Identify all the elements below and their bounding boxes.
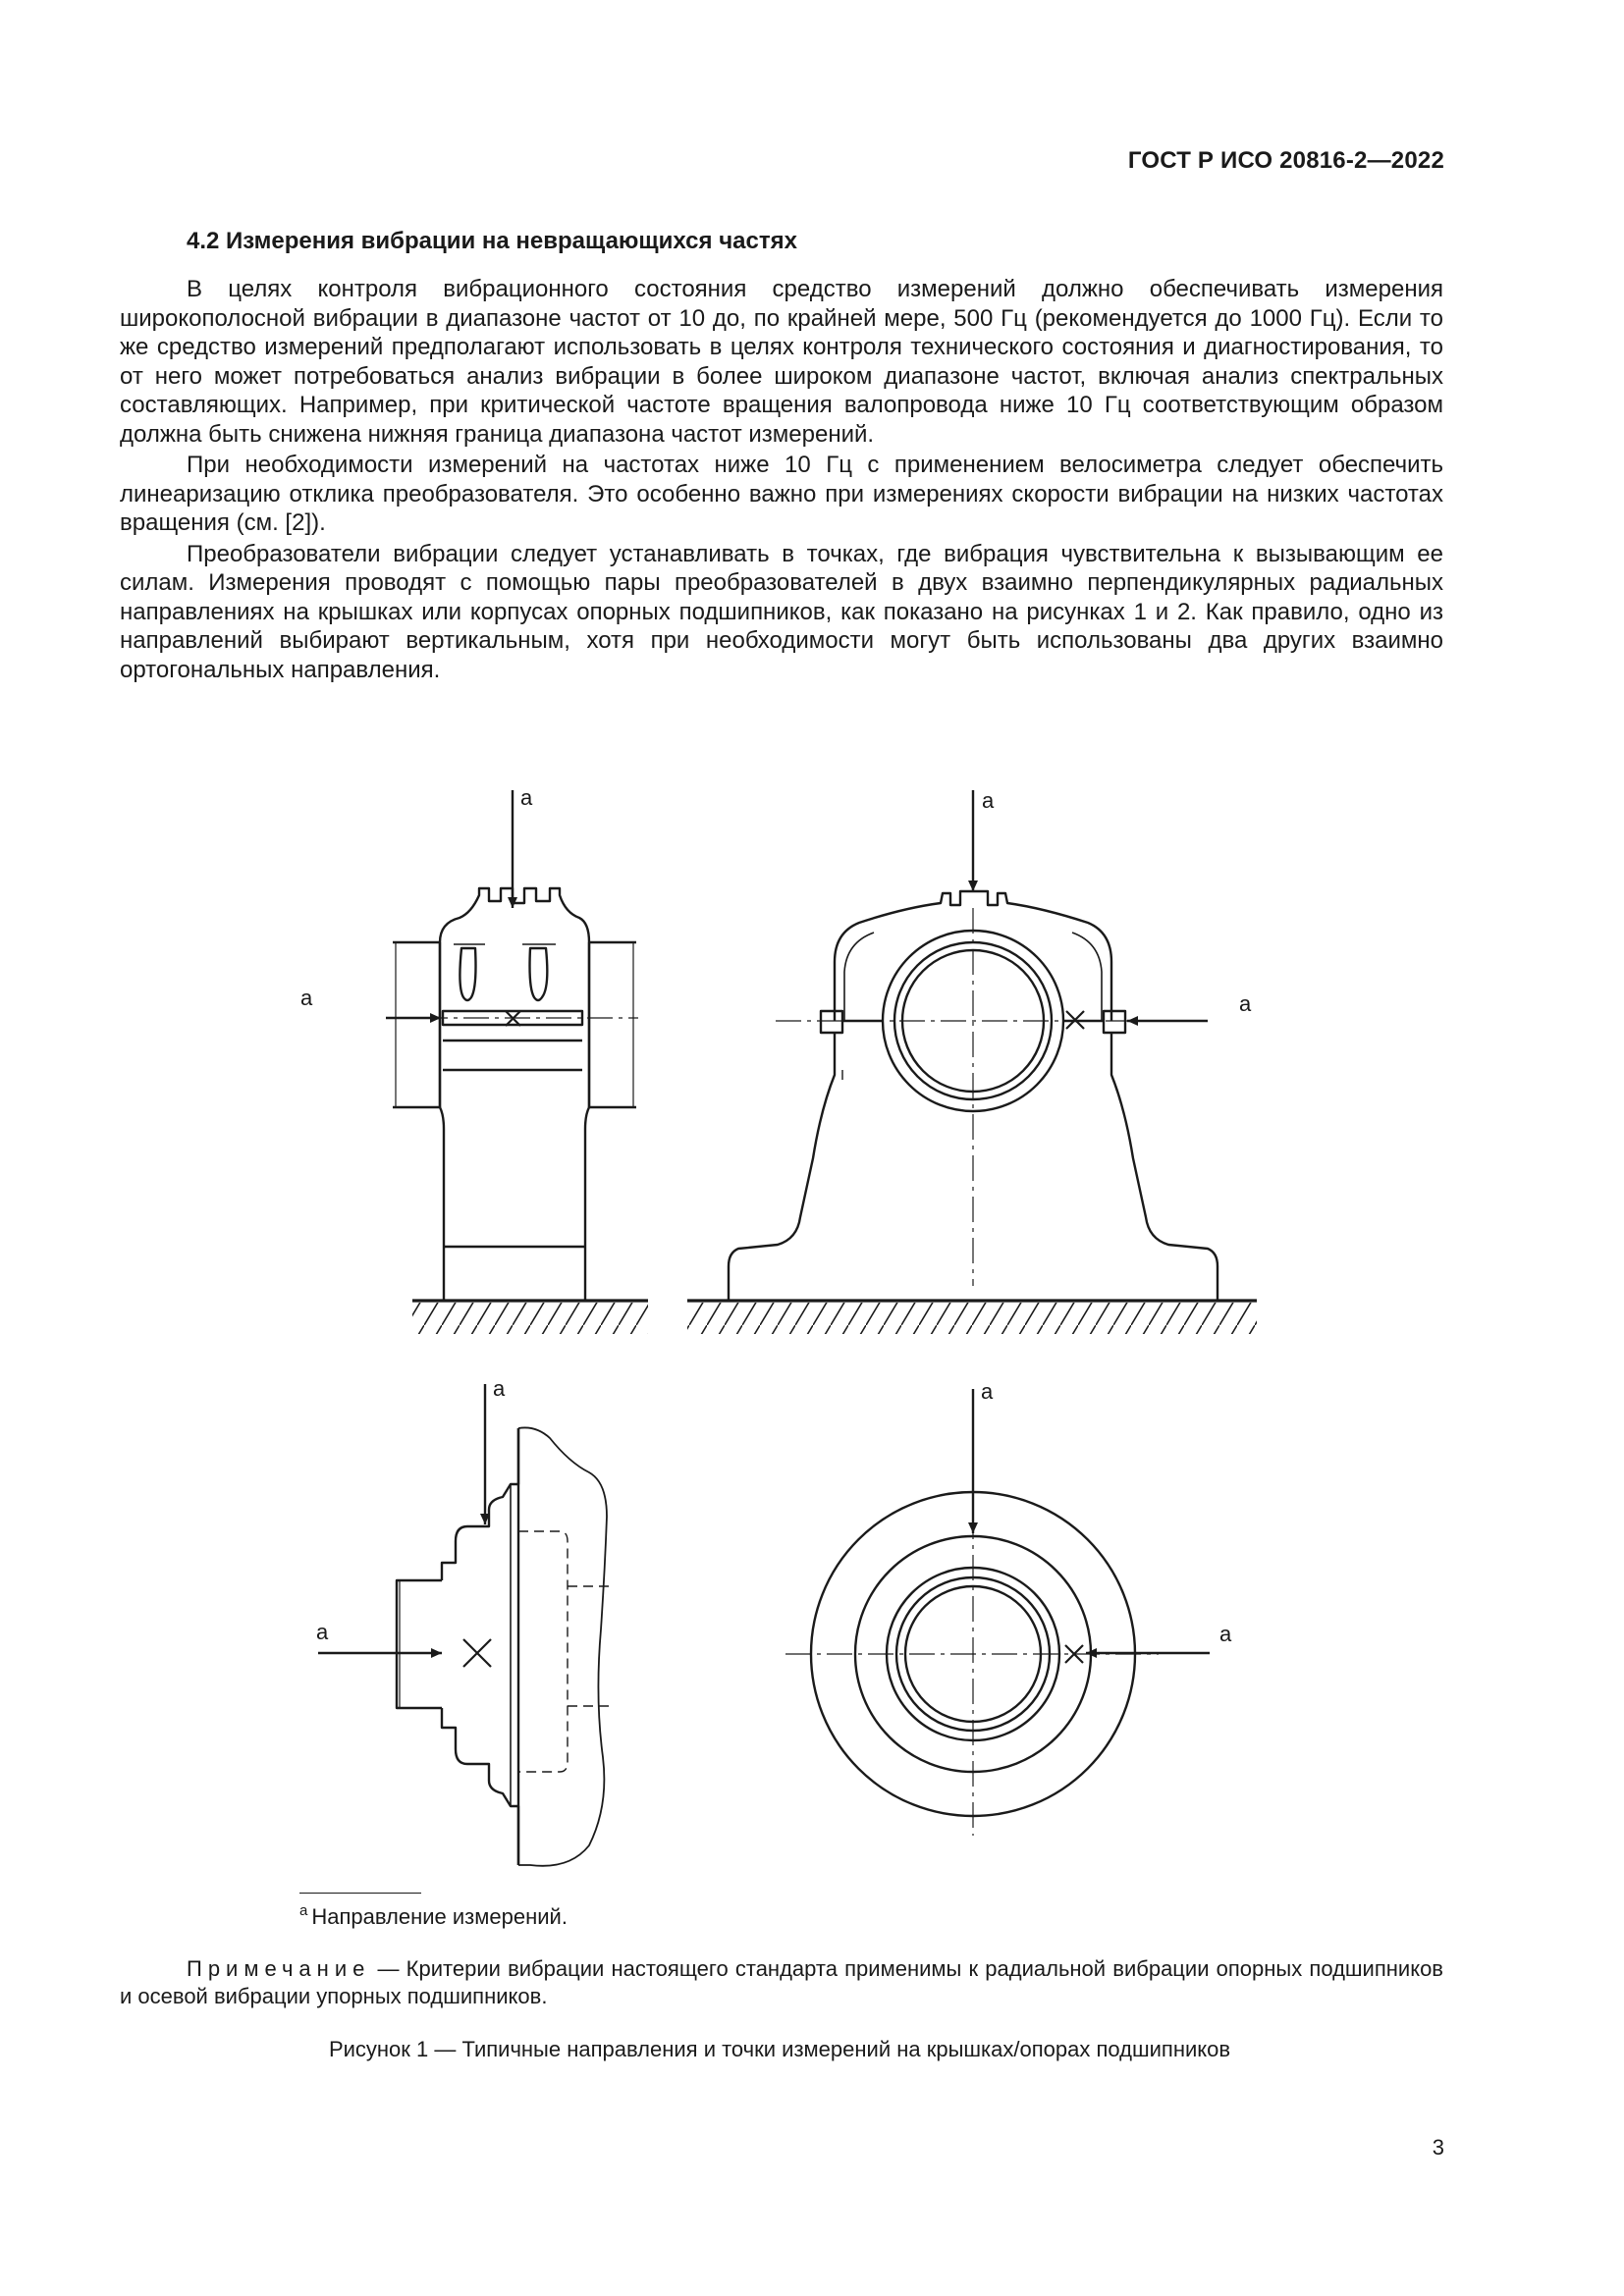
arrow-label: a <box>316 1620 329 1644</box>
arrow-label: a <box>520 785 533 810</box>
arrow-label: a <box>493 1376 506 1401</box>
figure-note <box>120 1955 1443 2010</box>
footnote-mark: a <box>299 1902 308 1919</box>
bearing-front-view <box>687 891 1257 1301</box>
page-number: 3 <box>1432 2135 1444 2160</box>
paragraph-1: В целях контроля вибрационного состояния средство измерений должно обеспечивать измерения широкополосной вибрации в диапазоне частот от 10 до, по крайней мере, 500 Гц (рекомендуется до 1000 Гц). Если то же средство измерений предполагают использовать в целях контроля технического состояния и диагностирования, то от него может потребоваться анализ вибрации в более широком диапазоне частот, включая анализ спектральных составляющих. Например, при критической частоте вращения валопровода ниже 10 Гц соответствующим образом должна быть снижена нижняя граница диапазона частот измерений. <box>120 276 1443 448</box>
section-title: 4.2 Измерения вибрации на невращающихся частях <box>187 228 797 254</box>
arrow-label: a <box>982 788 995 813</box>
paragraph-3: Преобразователи вибрации следует устанавливать в точках, где вибрация чувствительна к вызывающим ее силам. Измерения проводят с помощью пары преобразователей в двух взаимно перпендикулярных радиальных направлениях на крышках или корпусах опорных подшипников, как показано на рисунках 1 и 2. Как правило, одно из направлений выбирают вертикальным, хотя при необходимости могут быть использованы два других взаимно ортогональных направления. <box>120 540 1443 683</box>
paragraph-2: При необходимости измерений на частотах ниже 10 Гц с применением велосиметра следует обеспечить линеаризацию отклика преобразователя. Это особенно важно при измерениях скорости вибрации на низких частотах вращения (см. [2]). <box>120 452 1443 536</box>
footnote-rule <box>299 1893 421 1894</box>
figure-footnote <box>299 1902 568 1930</box>
arrow-label: a <box>1219 1622 1232 1646</box>
footnote-text: Направление измерений. <box>311 1904 568 1929</box>
bearing-side-view <box>393 888 648 1301</box>
note-text: — Критерии вибрации настоящего стандарта применимы к радиальной вибрации опорных подшипников и осевой вибрации упорных подшипников. <box>120 1956 1443 2008</box>
note-head: Примечание <box>187 1956 371 1981</box>
arrow-label: a <box>1239 991 1252 1016</box>
arrow-label: a <box>300 986 313 1010</box>
thrust-bearing-side-view <box>397 1427 609 1865</box>
arrow-label: a <box>981 1379 994 1404</box>
figure-caption: Рисунок 1 — Типичные направления и точки измерений на крышках/опорах подшипников <box>328 2037 1231 2061</box>
document-code: ГОСТ Р ИСО 20816-2—2022 <box>1127 147 1444 174</box>
